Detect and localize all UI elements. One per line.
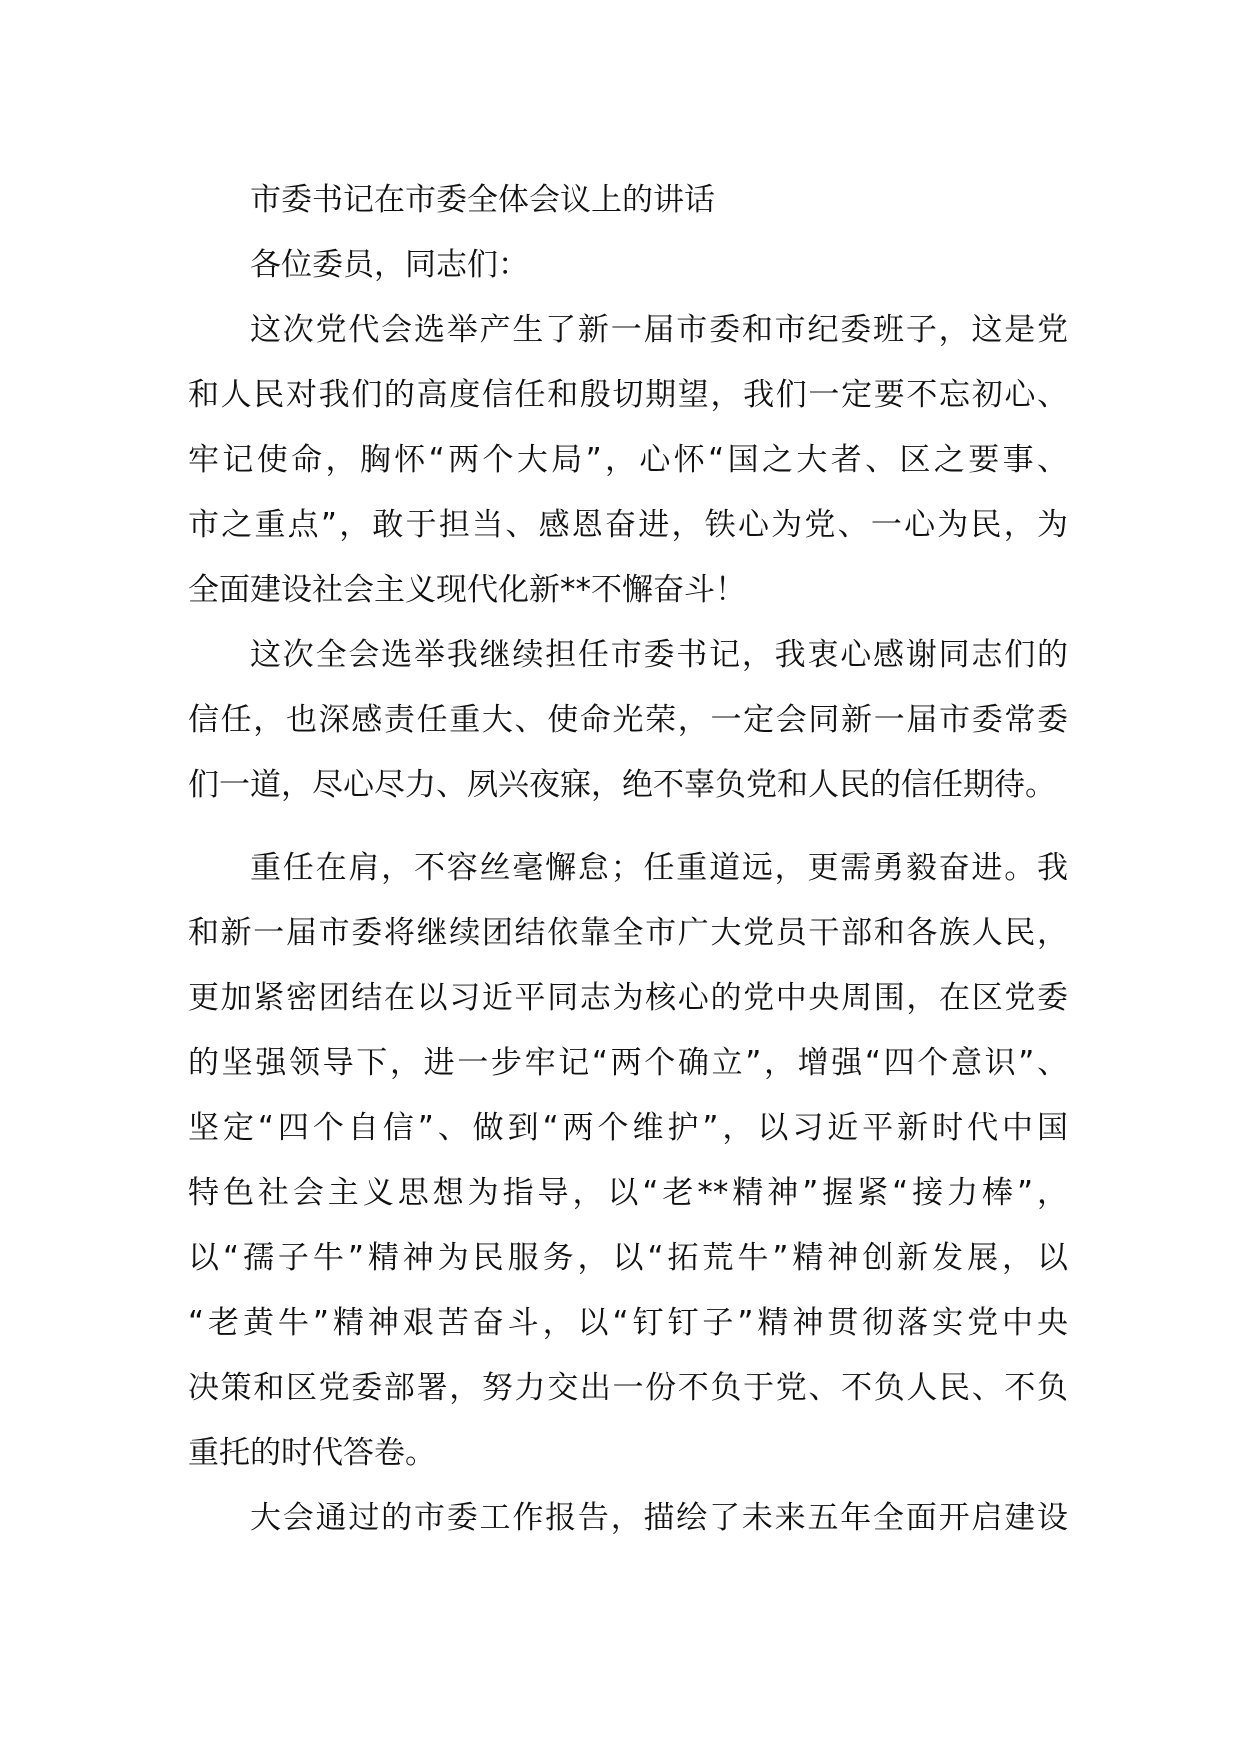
- paragraph-line: 大会通过的市委工作报告，描绘了未来五年全面开启建设: [250, 1500, 1068, 1536]
- paragraph-1: [188, 298, 1068, 623]
- paragraph-line: 重托的时代答卷。: [188, 1435, 436, 1471]
- paragraph-line: 市之重点”，敢于担当、感恩奋进，铁心为党、一心为民，为: [188, 507, 1068, 543]
- paragraph-line: 信任，也深感责任重大、使命光荣，一定会同新一届市委常委: [188, 702, 1068, 738]
- paragraph-line: 的坚强领导下，进一步牢记“两个确立”，增强“四个意识”、: [188, 1045, 1068, 1081]
- salutation: 各位委员，同志们：: [250, 247, 529, 283]
- paragraph-line: 坚定“四个自信”、做到“两个维护”，以习近平新时代中国: [188, 1110, 1068, 1146]
- paragraph-line: 以“孺子牛”精神为民服务，以“拓荒牛”精神创新发展，以: [188, 1240, 1068, 1276]
- paragraph-line: 和新一届市委将继续团结依靠全市广大党员干部和各族人民，: [188, 915, 1068, 951]
- document-body: [188, 168, 1068, 1551]
- paragraph-line: 和人民对我们的高度信任和殷切期望，我们一定要不忘初心、: [188, 377, 1068, 413]
- paragraph-2: [188, 623, 1068, 818]
- paragraph-line: 牢记使命，胸怀“两个大局”，心怀“国之大者、区之要事、: [188, 442, 1068, 478]
- paragraph-line: 特色社会主义思想为指导，以“老**精神”握紧“接力棒”，: [188, 1175, 1068, 1211]
- paragraph-spacer: [188, 818, 1068, 836]
- document-title: 市委书记在市委全体会议上的讲话: [250, 182, 715, 218]
- paragraph-4: [188, 1486, 1068, 1551]
- paragraph-line: “老黄牛”精神艰苦奋斗，以“钉钉子”精神贯彻落实党中央: [188, 1305, 1068, 1341]
- paragraph-line: 这次全会选举我继续担任市委书记，我衷心感谢同志们的: [250, 637, 1068, 673]
- paragraph-line: 全面建设社会主义现代化新**不懈奋斗！: [188, 572, 746, 608]
- paragraph-3: [188, 836, 1068, 1486]
- paragraph-line: 这次党代会选举产生了新一届市委和市纪委班子，这是党: [250, 312, 1068, 348]
- paragraph-line: 更加紧密团结在以习近平同志为核心的党中央周围，在区党委: [188, 980, 1068, 1016]
- paragraph-line: 决策和区党委部署，努力交出一份不负于党、不负人民、不负: [188, 1370, 1068, 1406]
- paragraph-line: 重任在肩，不容丝毫懈怠；任重道远，更需勇毅奋进。我: [250, 850, 1068, 886]
- paragraph-line: 们一道，尽心尽力、夙兴夜寐，绝不辜负党和人民的信任期待。: [188, 767, 1056, 803]
